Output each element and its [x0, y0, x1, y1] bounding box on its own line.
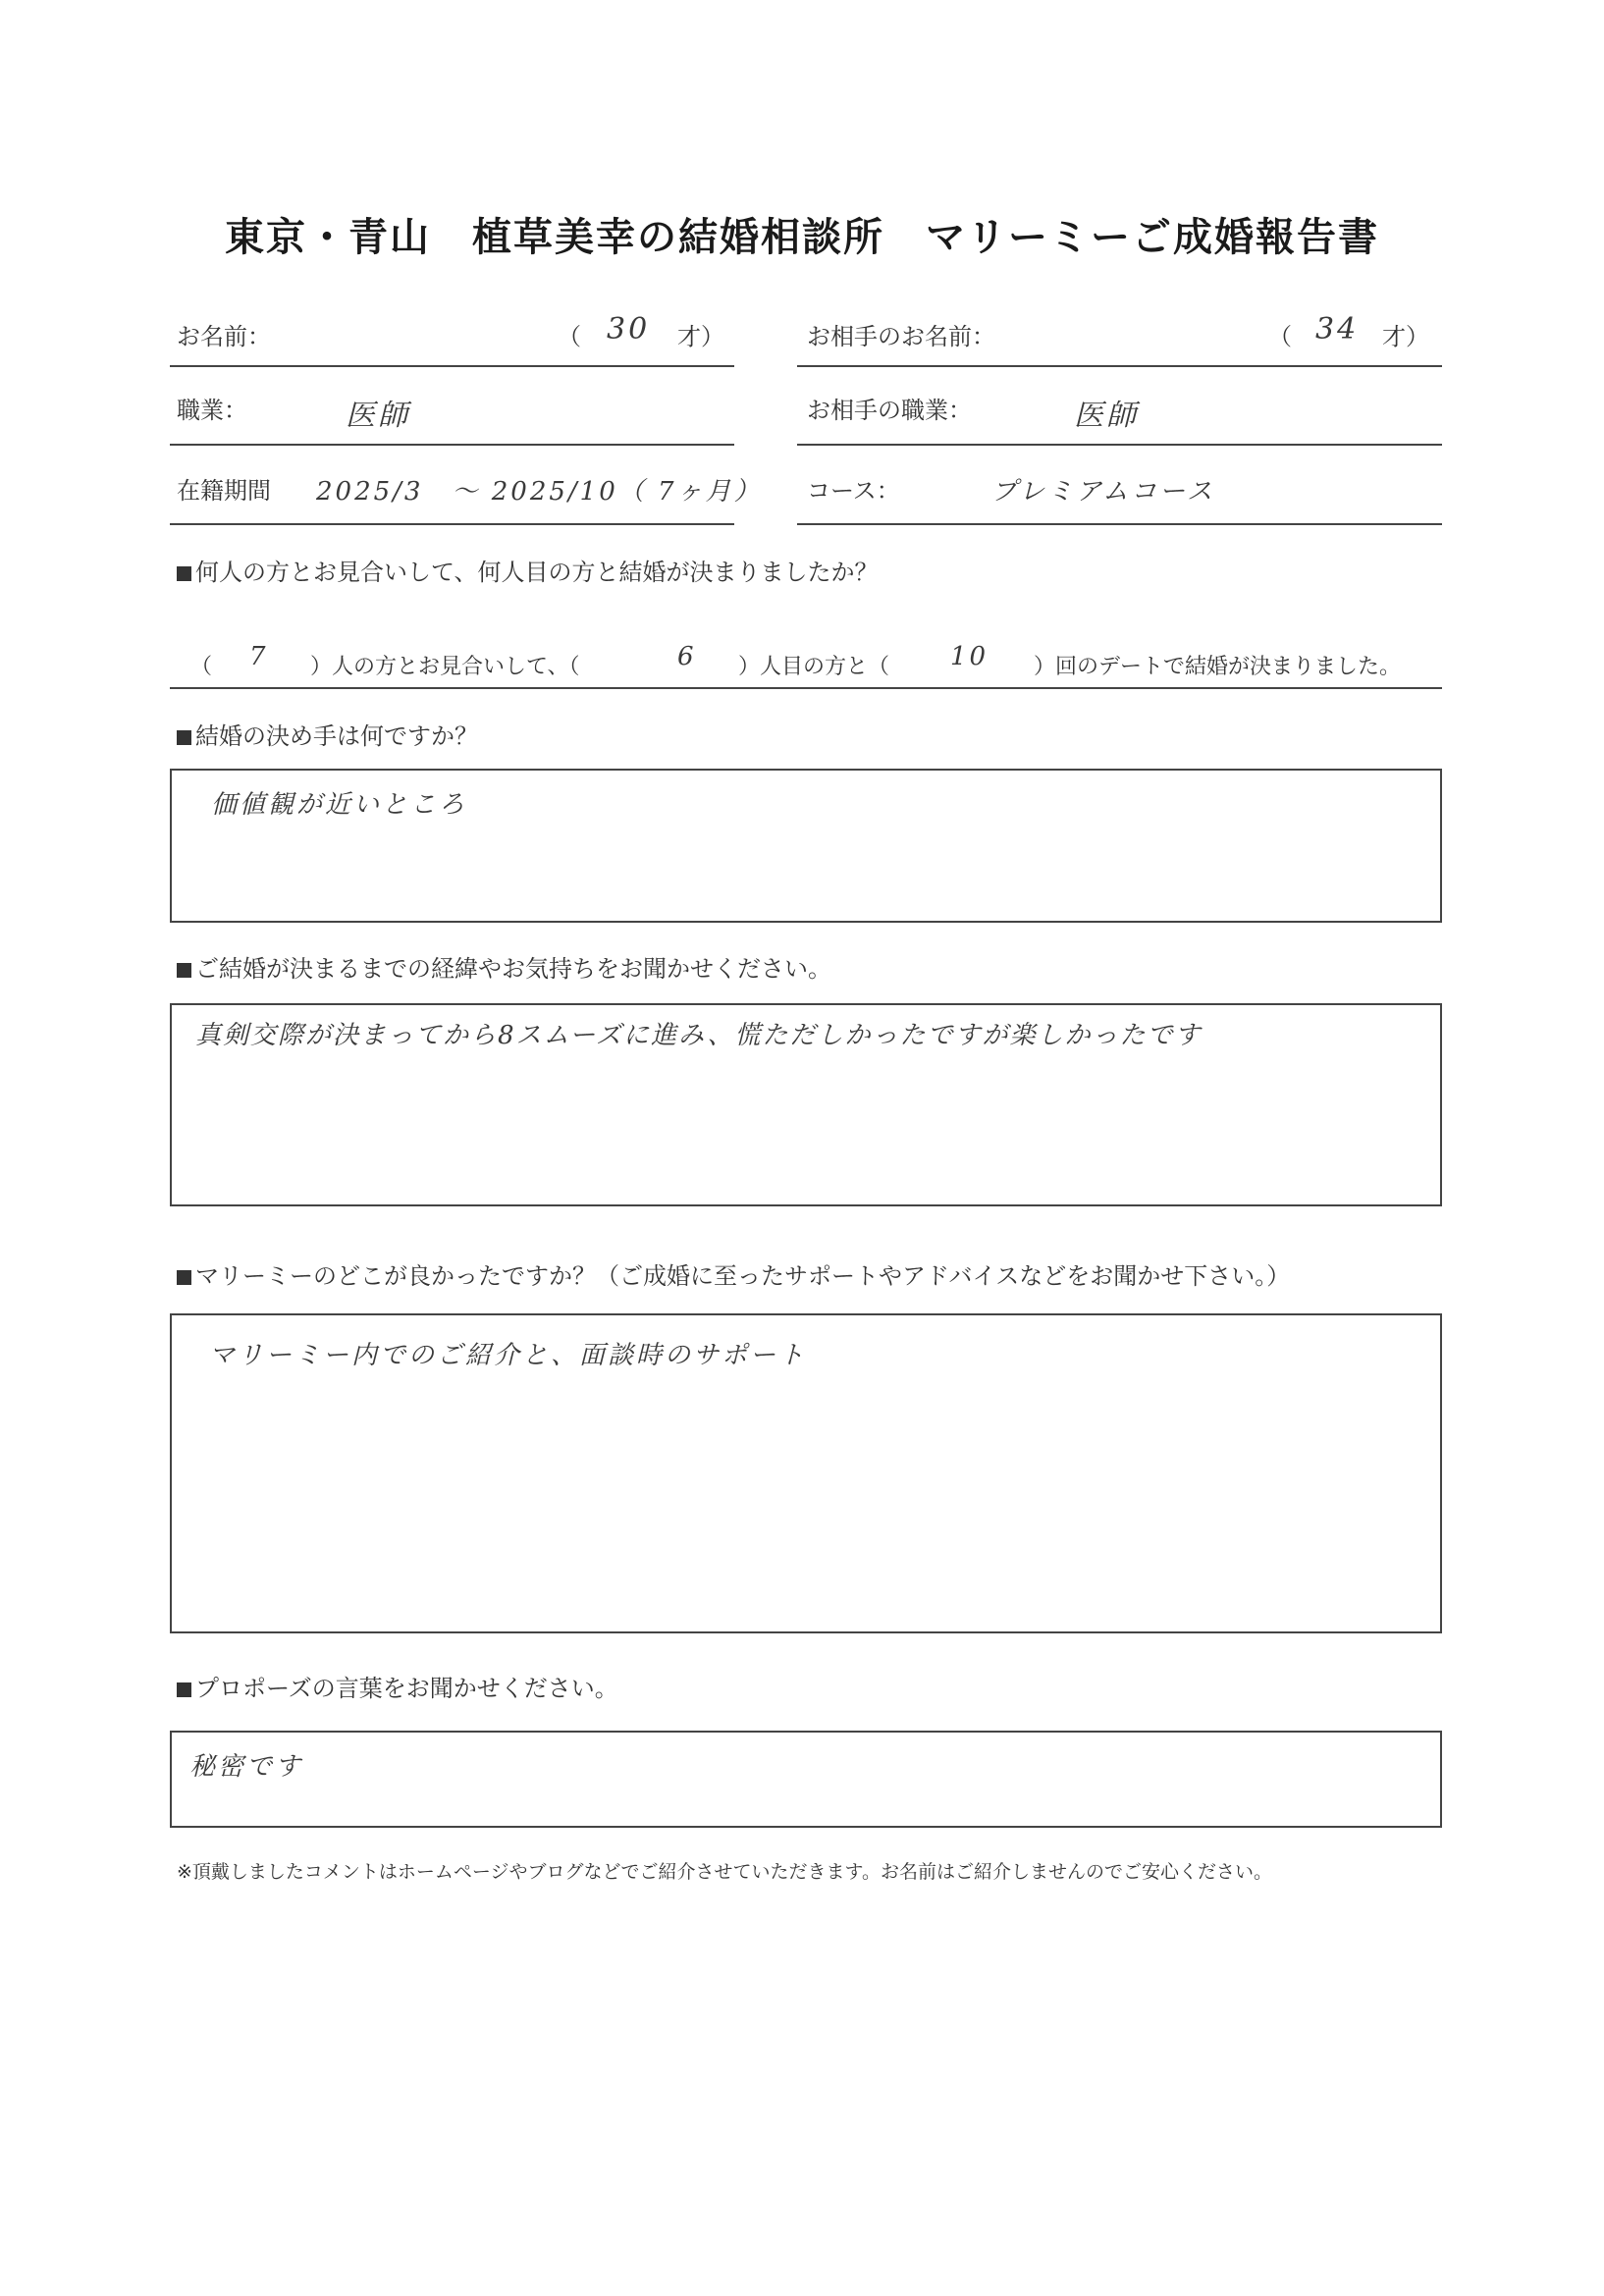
course-label: コース： [807, 477, 900, 505]
course-value[interactable]: プレミアムコース [991, 477, 1215, 507]
period-label: 在籍期間 [177, 477, 271, 505]
bullet-square-icon [177, 1682, 191, 1697]
occupation-value[interactable]: 医師 [346, 399, 410, 433]
q3-question [177, 949, 831, 984]
name-underline [170, 365, 734, 367]
occupation-label: 職業： [177, 397, 247, 424]
page-title: 東京・青山 植草美幸の結婚相談所 マリーミーご成婚報告書 [225, 215, 1379, 260]
q2-answer-box[interactable] [170, 769, 1442, 923]
partner-occupation-value[interactable]: 医師 [1074, 399, 1139, 433]
q1-question [177, 553, 879, 587]
q4-question [177, 1256, 1290, 1291]
course-underline [797, 523, 1442, 525]
q1-people-count[interactable]: 7 [249, 642, 269, 671]
bullet-square-icon [177, 730, 191, 745]
q1-open: （ [190, 655, 213, 679]
q1-dates-count[interactable]: 10 [950, 642, 989, 671]
name-label: お名前： [177, 323, 271, 350]
age-value[interactable]: 30 [607, 312, 651, 347]
partner-name-label: お相手のお名前： [807, 323, 995, 350]
q1-nth-person[interactable]: 6 [677, 642, 697, 671]
footnote: ※頂戴しましたコメントはホームページやブログなどでご紹介させていただきます。お名前はご紹介しませんのでご安心ください。 [177, 1861, 1273, 1883]
q1-text-b: ）人目の方と（ [738, 655, 890, 679]
bullet-square-icon [177, 1270, 191, 1285]
bullet-square-icon [177, 566, 191, 581]
period-underline [170, 523, 734, 525]
q5-question-text: プロポーズの言葉をお聞かせください。 [195, 1675, 618, 1702]
q5-question [177, 1669, 618, 1703]
q2-answer: 価値観が近いところ [211, 790, 468, 820]
period-value[interactable]: 2025/3 〜 2025/10（ 7ヶ月） [316, 477, 763, 507]
partner-age-value[interactable]: 34 [1315, 312, 1360, 347]
bullet-square-icon [177, 963, 191, 978]
q3-answer: 真剣交際が決まってから8スムーズに進み、慌ただしかったですが楽しかったです [195, 1021, 1203, 1050]
partner-age-close: 才） [1382, 323, 1429, 350]
q4-answer-box[interactable] [170, 1313, 1442, 1633]
q1-question-text: 何人の方とお見合いして、何人目の方と結婚が決まりましたか？ [195, 559, 879, 586]
q4-answer: マリーミー内でのご紹介と、面談時のサポート [209, 1341, 808, 1370]
age-open: （ [558, 323, 581, 350]
q1-text-a: ）人の方とお見合いして、（ [310, 655, 580, 679]
q5-answer: 秘密です [189, 1752, 304, 1782]
partner-age-open: （ [1268, 323, 1292, 350]
occupation-underline [170, 444, 734, 446]
q4-question-text: マリーミーのどこが良かったですか？（ご成婚に至ったサポートやアドバイスなどをお聞かせ下さい。） [195, 1262, 1291, 1290]
q2-question [177, 717, 478, 751]
q5-answer-box[interactable] [170, 1731, 1442, 1828]
partner-occupation-label: お相手の職業： [807, 397, 972, 424]
q1-underline [170, 687, 1442, 689]
q3-answer-box[interactable] [170, 1003, 1442, 1206]
q2-question-text: 結婚の決め手は何ですか？ [195, 722, 478, 750]
partner-name-underline [797, 365, 1442, 367]
q1-text-c: ）回のデートで結婚が決まりました。 [1034, 655, 1402, 679]
age-close: 才） [677, 323, 724, 350]
q3-question-text: ご結婚が決まるまでの経緯やお気持ちをお聞かせください。 [195, 955, 831, 983]
partner-occupation-underline [797, 444, 1442, 446]
